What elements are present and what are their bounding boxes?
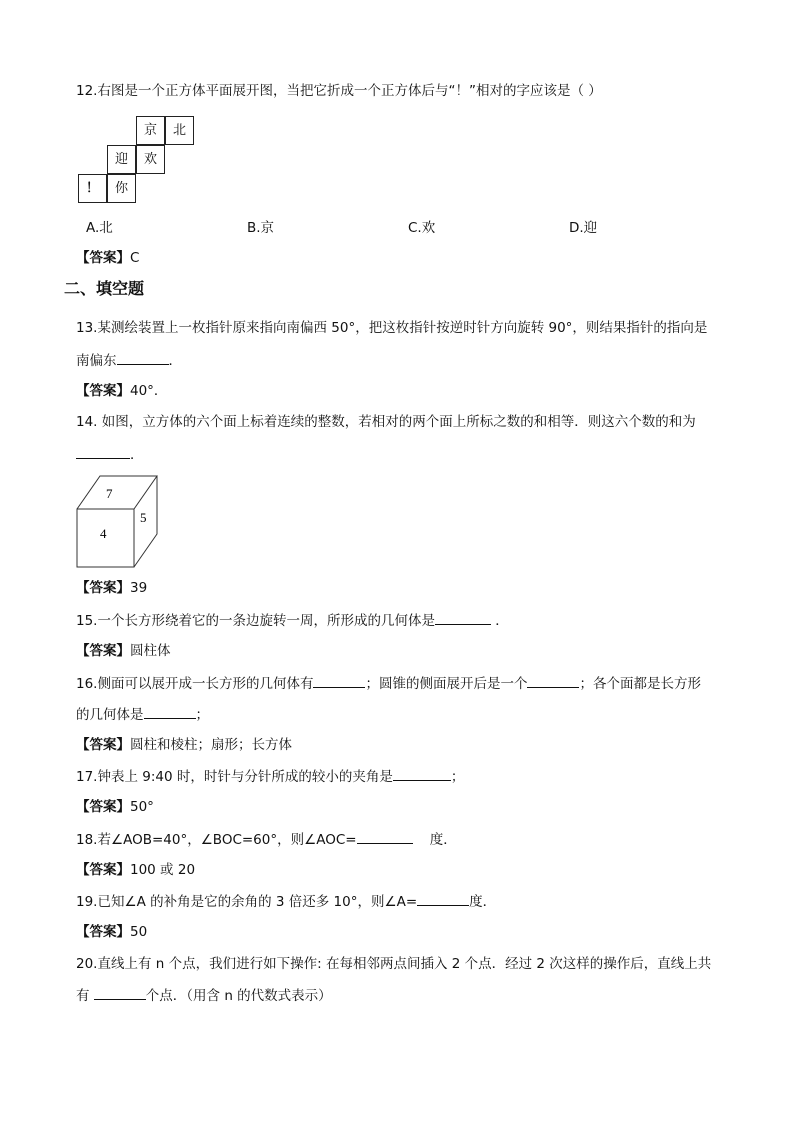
q13-text-pre: 南偏东 bbox=[76, 353, 117, 369]
cube-net-figure bbox=[78, 116, 194, 204]
answer-value: 圆柱和棱柱；扇形；长方体 bbox=[130, 737, 292, 753]
q16-line2-post: ； bbox=[195, 707, 209, 723]
q13-blank bbox=[117, 351, 169, 365]
net-cell-bei: 北 bbox=[165, 116, 194, 145]
cube-front-number: 4 bbox=[100, 526, 107, 541]
question-20-line-1: 20.直线上有 n 个点，我们进行如下操作: 在每相邻两点间插入 2 个点．经过 2 次这样的操作后，直线上共 bbox=[76, 956, 712, 972]
answer-label: 【答案】 bbox=[76, 924, 130, 940]
question-15 bbox=[76, 611, 509, 630]
answer-18 bbox=[76, 861, 195, 879]
q16-text-pre: 16.侧面可以展开成一长方形的几何体有 bbox=[76, 676, 314, 692]
net-cell-ying: 迎 bbox=[107, 145, 136, 174]
answer-value: 50° bbox=[130, 799, 154, 815]
q16-line2-pre: 的几何体是 bbox=[76, 707, 144, 723]
q16-text-post: ；各个面都是长方形 bbox=[579, 676, 701, 692]
answer-value: 圆柱体 bbox=[130, 643, 171, 659]
option-d: D.迎 bbox=[569, 220, 598, 236]
net-cell-huan: 欢 bbox=[136, 145, 165, 174]
q16-text-mid: ；圆锥的侧面展开后是一个 bbox=[365, 676, 528, 692]
question-14-line-1: 14. 如图，立方体的六个面上标着连续的整数，若相对的两个面上所标之数的和相等．则这六个数的和为 bbox=[76, 414, 696, 430]
cube-side-number: 5 bbox=[140, 510, 147, 525]
cube-figure bbox=[76, 474, 160, 570]
answer-value: 40°． bbox=[130, 383, 168, 399]
net-cell-jing: 京 bbox=[136, 116, 165, 145]
answer-13 bbox=[76, 382, 167, 400]
answer-label: 【答案】 bbox=[76, 799, 130, 815]
answer-label: 【答案】 bbox=[76, 580, 130, 596]
question-19 bbox=[76, 892, 496, 911]
net-cell-exclamation: ！ bbox=[78, 174, 107, 203]
answer-14 bbox=[76, 579, 147, 597]
answer-value: 100 或 20 bbox=[130, 862, 196, 878]
question-13-line-2 bbox=[76, 351, 182, 370]
answer-value: C bbox=[130, 250, 140, 266]
net-cell-ni: 你 bbox=[107, 174, 136, 203]
q17-text-post: ； bbox=[450, 769, 465, 785]
q16-blank-1 bbox=[313, 674, 365, 688]
question-16-line-2 bbox=[76, 705, 209, 724]
q19-text-post: 度． bbox=[469, 894, 497, 910]
q18-blank bbox=[357, 830, 413, 844]
answer-12 bbox=[76, 249, 139, 267]
question-17 bbox=[76, 767, 464, 786]
answer-15 bbox=[76, 642, 171, 660]
q13-text-post: ． bbox=[168, 353, 182, 369]
q15-text-post: ． bbox=[490, 613, 509, 629]
answer-label: 【答案】 bbox=[76, 737, 130, 753]
section-heading-fill-in: 二、填空题 bbox=[64, 279, 145, 298]
q19-text-pre: 19.已知∠A 的补角是它的余角的 3 倍还多 10°，则∠A= bbox=[76, 894, 418, 910]
answer-value: 50 bbox=[130, 924, 148, 940]
question-16-line-1 bbox=[76, 674, 701, 693]
q20-blank bbox=[94, 986, 146, 1000]
q16-blank-3 bbox=[144, 705, 196, 719]
q19-blank bbox=[417, 892, 469, 906]
question-20-line-2 bbox=[76, 986, 332, 1005]
answer-value: 39 bbox=[130, 580, 148, 596]
cube-top-number: 7 bbox=[106, 486, 113, 501]
option-b: B.京 bbox=[247, 220, 275, 236]
answer-label: 【答案】 bbox=[76, 862, 130, 878]
answer-17 bbox=[76, 798, 154, 816]
question-18 bbox=[76, 830, 457, 849]
q16-blank-2 bbox=[527, 674, 579, 688]
answer-16 bbox=[76, 736, 292, 754]
answer-label: 【答案】 bbox=[76, 383, 130, 399]
q17-text-pre: 17.钟表上 9:40 时，时针与分针所成的较小的夹角是 bbox=[76, 769, 393, 785]
q14-text-post: ． bbox=[130, 447, 144, 463]
answer-label: 【答案】 bbox=[76, 250, 130, 266]
q17-blank bbox=[393, 767, 451, 781]
answer-label: 【答案】 bbox=[76, 643, 130, 659]
option-a: A.北 bbox=[86, 220, 113, 236]
q15-blank bbox=[435, 611, 491, 625]
q18-text-pre: 18.若∠AOB=40°，∠BOC=60°，则∠AOC= bbox=[76, 832, 357, 848]
answer-19 bbox=[76, 923, 147, 941]
option-c: C.欢 bbox=[408, 220, 436, 236]
q18-text-post: 度． bbox=[412, 832, 457, 848]
question-13-line-1: 13.某测绘装置上一枚指针原来指向南偏西 50°，把这枚指针按逆时针方向旋转 90°，则结果指针的指向是 bbox=[76, 320, 708, 336]
q14-blank bbox=[76, 445, 130, 459]
question-12-text: 12.右图是一个正方体平面展开图，当把它折成一个正方体后与“！”相对的字应该是（ ） bbox=[76, 83, 602, 99]
q20-line2-pre: 有 bbox=[76, 988, 94, 1004]
question-14-line-2 bbox=[76, 445, 144, 464]
q15-text-pre: 15.一个长方形绕着它的一条边旋转一周，所形成的几何体是 bbox=[76, 613, 435, 629]
q20-line2-post: 个点．（用含 n 的代数式表示） bbox=[145, 988, 332, 1004]
